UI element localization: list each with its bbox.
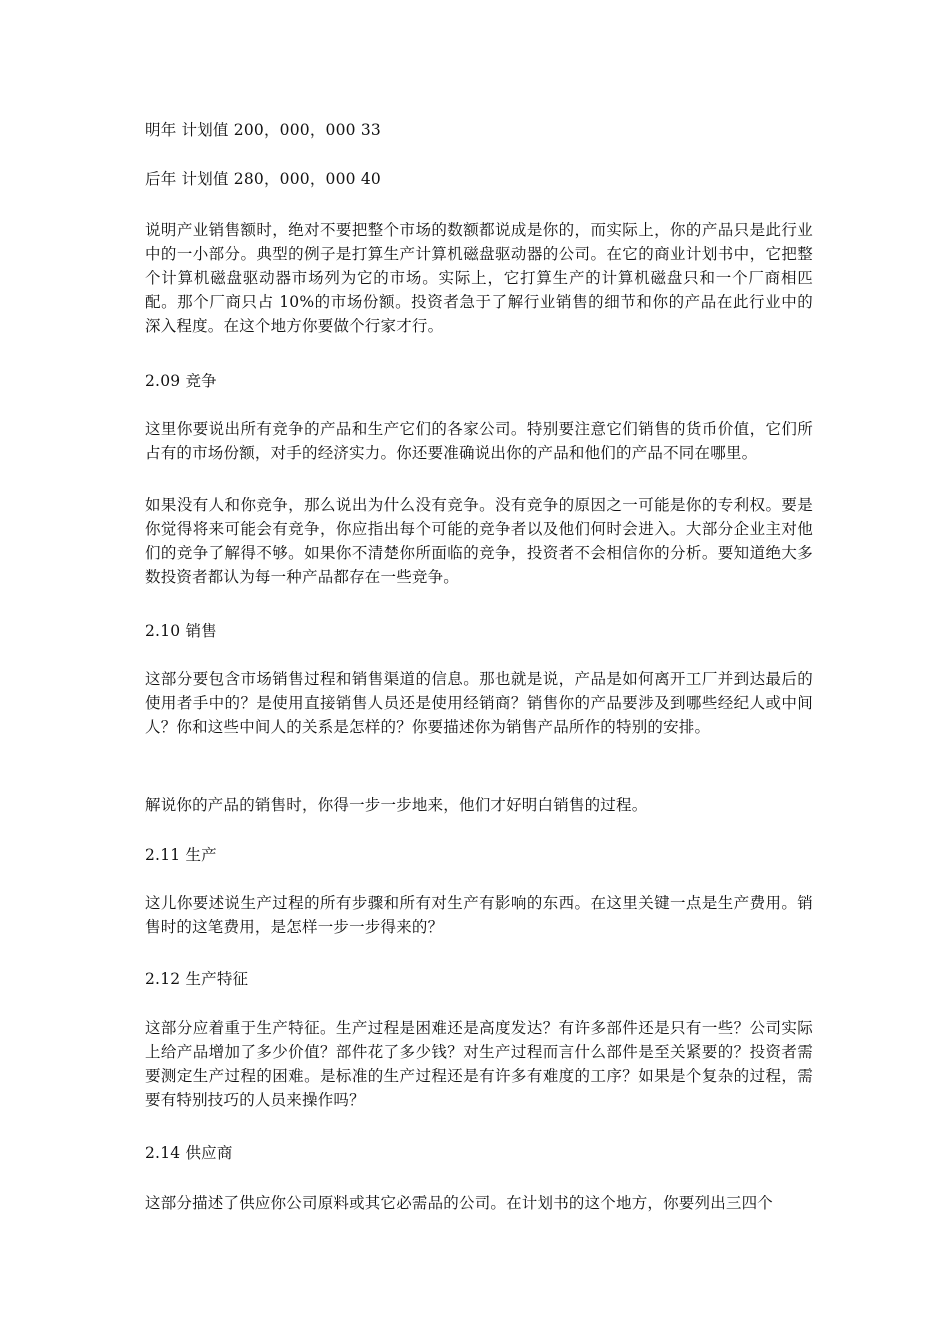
paragraph-industry-sales: 说明产业销售额时，绝对不要把整个市场的数额都说成是你的，而实际上，你的产品只是此行业中的一小部分。典型的例子是打算生产计算机磁盘驱动器的公司。在它的商业计划书中，它把整个计算机磁盘驱动器市场列为它的市场。实际上，它打算生产的计算机磁盘只和一个厂商相匹配。那个厂商只占 10%的市场份额。投资者急于了解行业销售的细节和你的产品在此行业中的深入程度。在这个地方你要做个行家才行。 (145, 221, 813, 335)
paragraph-sales-steps: 解说你的产品的销售时，你得一步一步地来，他们才好明白销售的过程。 (145, 796, 648, 814)
section-heading-production: 2.11 生产 (145, 846, 217, 864)
paragraph-production: 这儿你要述说生产过程的所有步骤和所有对生产有影响的东西。在这里关键一点是生产费用。销售时的这笔费用，是怎样一步一步得来的？ (145, 894, 813, 936)
paragraph-competitors: 这里你要说出所有竞争的产品和生产它们的各家公司。特别要注意它们销售的货币价值，它们所占有的市场份额，对手的经济实力。你还要准确说出你的产品和他们的产品不同在哪里。 (145, 420, 813, 462)
section-heading-sales: 2.10 销售 (145, 622, 217, 640)
section-heading-competition: 2.09 竞争 (145, 372, 217, 390)
plan-line-next-year: 明年 计划值 200，000，000 33 (145, 121, 381, 139)
paragraph-no-competition: 如果没有人和你竞争，那么说出为什么没有竞争。没有竞争的原因之一可能是你的专利权。要是你觉得将来可能会有竞争，你应指出每个可能的竞争者以及他们何时会进入。大部分企业主对他们的竞争了解得不够。如果你不清楚你所面临的竞争，投资者不会相信你的分析。要知道绝大多数投资者都认为每一种产品都存在一些竞争。 (145, 496, 813, 586)
section-heading-suppliers: 2.14 供应商 (145, 1144, 233, 1162)
paragraph-suppliers: 这部分描述了供应你公司原料或其它必需品的公司。在计划书的这个地方，你要列出三四个 (145, 1194, 774, 1212)
plan-line-year-after: 后年 计划值 280，000，000 40 (145, 170, 381, 188)
paragraph-production-features: 这部分应着重于生产特征。生产过程是困难还是高度发达？有许多部件还是只有一些？公司实际上给产品增加了多少价值？部件花了多少钱？对生产过程而言什么部件是至关紧要的？投资者需要测定生产过程的困难。是标准的生产过程还是有许多有难度的工序？如果是个复杂的过程，需要有特别技巧的人员来操作吗？ (145, 1019, 813, 1109)
paragraph-sales-channels: 这部分要包含市场销售过程和销售渠道的信息。那也就是说，产品是如何离开工厂并到达最后的使用者手中的？是使用直接销售人员还是使用经销商？销售你的产品要涉及到哪些经纪人或中间人？你和这些中间人的关系是怎样的？你要描述你为销售产品所作的特别的安排。 (145, 670, 813, 736)
section-heading-production-features: 2.12 生产特征 (145, 970, 249, 988)
